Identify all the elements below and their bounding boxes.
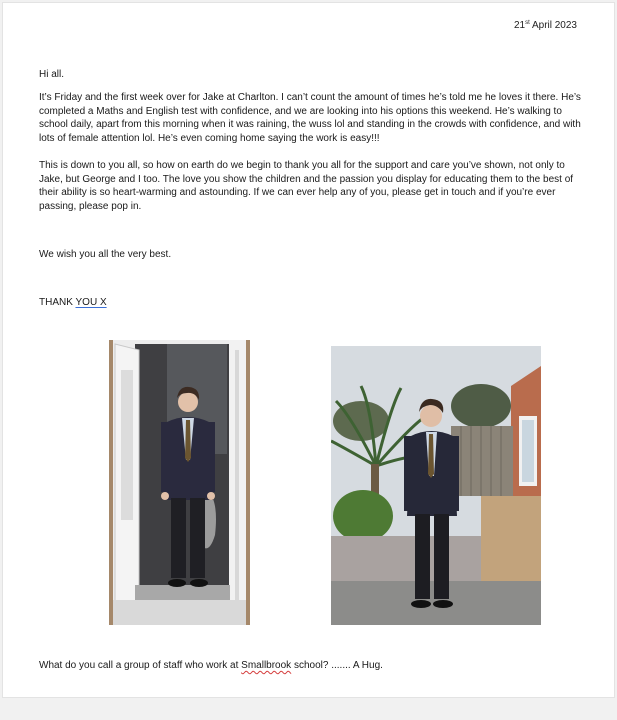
joke-line: What do you call a group of staff who work at Smallbrook school? ....... A Hug. [39,660,383,671]
photo-doorway-image [109,340,250,625]
letter-date: 21st April 2023 [513,20,577,31]
paragraph-first-week: It’s Friday and the first week over for Jake at Charlton. I can’t count the amount of times he’s told me he loves it there. He’s completed a Maths and English test with confidence, and we are looking into his options this weekend. He’s walking to school daily, apart from this morning when it was raining, the wuss lol and standing in the crowds with confidence, and with lots of female attention lol. He’s even coming home saying the work is easy!!! [39,92,581,144]
photo-garden-image [331,346,541,625]
letter-page [2,2,615,698]
greeting: Hi all. [39,69,65,80]
thank-you-line: THANK YOU X [39,297,107,308]
paragraph-thanks: This is down to you all, so how on earth do we begin to thank you all for the support and care you’ve shown, not only to Jake, but George and I too. The love you show the children and the passion you display for educating them to the best of their ability is so heart-warming and astounding. If we can ever help any of you, please get in touch and if you’re ever passing, please pop in. [39,160,574,212]
photo-garden [331,346,541,625]
photo-doorway [109,340,250,625]
wish-line: We wish you all the very best. [39,249,172,260]
